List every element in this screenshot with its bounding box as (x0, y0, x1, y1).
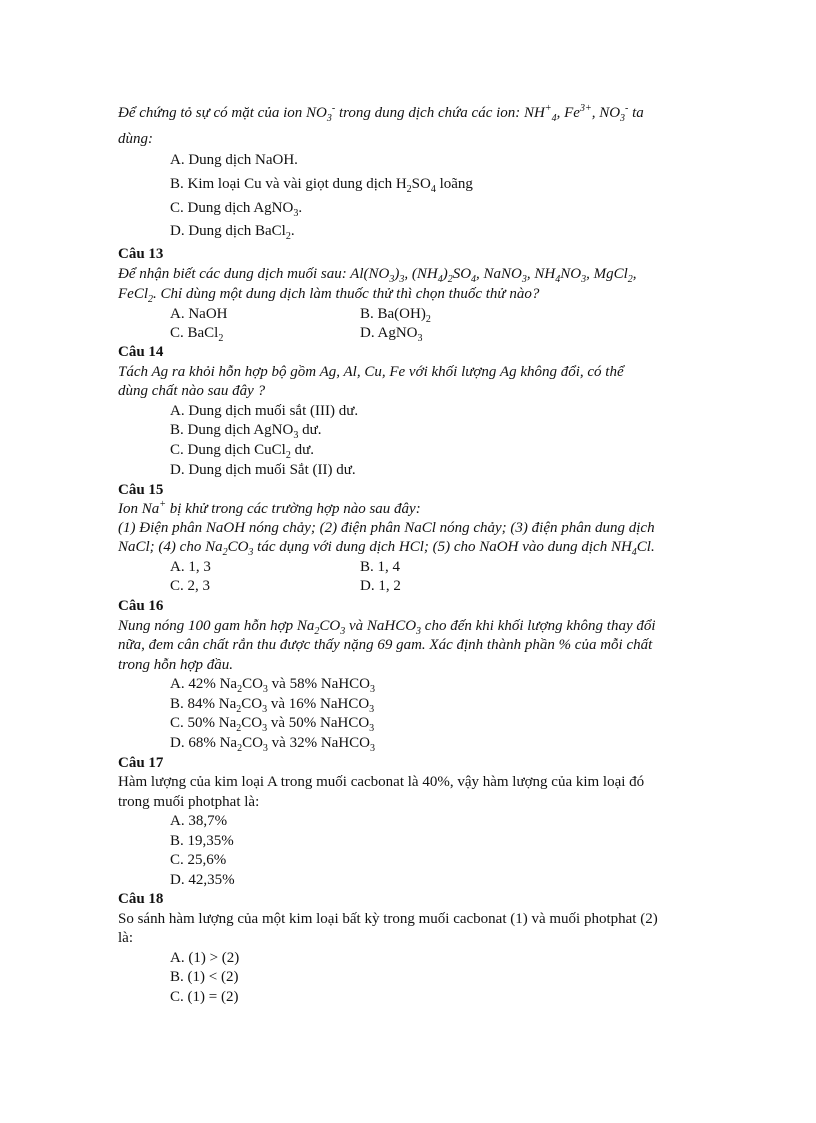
question-13-title: Câu 13 (118, 246, 164, 262)
question-16-line-3: trong hỗn hợp đầu. (118, 657, 233, 673)
question-17-option-d: D. 42,35% (170, 872, 235, 888)
question-16-option-d: D. 68% $Na_2CO_3$ và 32% NaHCO$_3$ (170, 735, 375, 754)
question-13-option-a: A. NaOH (170, 306, 228, 322)
question-16-option-a: A. 42% $Na_2CO_3$ và 58% NaHCO$_3$ (170, 676, 375, 695)
intro-question-line-2: dùng: (118, 131, 153, 147)
question-14-option-a: A. Dung dịch muối sắt (III) dư. (170, 403, 359, 419)
question-15-option-b: B. 1, 4 (360, 559, 401, 575)
question-15-option-c: C. 2, 3 (170, 578, 211, 594)
question-17-option-b: B. 19,35% (170, 833, 234, 849)
question-16-line-1: Nung nóng 100 gam hỗn hợp $Na_2CO_3$ và NaHCO$_3$ cho đến khi khối lượng không thay đổi (118, 618, 656, 637)
question-13-option-d: D. AgNO$_3$ (360, 325, 423, 344)
intro-option-c: C. Dung dịch AgNO$_3$. (170, 200, 303, 219)
intro-option-a: A. Dung dịch NaOH. (170, 152, 298, 168)
question-16-title: Câu 16 (118, 598, 164, 614)
intro-question-line-1: Để chứng tỏ sự có mặt của ion $NO_3^-$ trong dung dịch chứa các ion: $NH^+_4$, $Fe^{3+}$, $NO_3^-$ ta (118, 103, 644, 124)
question-14-option-d: D. Dung dịch muối Sắt (II) dư. (170, 462, 356, 478)
question-17-line-1: Hàm lượng của kim loại A trong muối cacbonat là 40%, vậy hàm lượng của kim loại đó (118, 774, 645, 790)
question-16-line-2: nữa, đem cân chất rắn thu được thấy nặng 69 gam. Xác định thành phần % của mỗi chất (118, 637, 653, 653)
question-14-option-c: C. Dung dịch CuCl$_2$ dư. (170, 442, 314, 461)
question-17-option-c: C. 25,6% (170, 852, 227, 868)
question-16-option-c: C. 50% $Na_2CO_3$ và 50% NaHCO$_3$ (170, 715, 375, 734)
question-16-option-b: B. 84% $Na_2CO_3$ và 16% NaHCO$_3$ (170, 696, 375, 715)
question-14-title: Câu 14 (118, 344, 164, 360)
intro-option-b: B. Kim loại Cu và vài giọt dung dịch $H_2SO_4$ loãng (170, 176, 473, 195)
question-15-line-1: Ion Na+ bị khử trong các trường hợp nào sau đây: (118, 499, 421, 517)
question-18-line-1: So sánh hàm lượng của một kim loại bất kỳ trong muối cacbonat (1) và muối photphat (2) (118, 911, 658, 927)
question-18-option-c: C. (1) = (2) (170, 989, 239, 1005)
question-14-option-b: B. Dung dịch AgNO$_3$ dư. (170, 422, 322, 441)
question-15-line-2: (1) Điện phân NaOH nóng chảy; (2) điện phân NaCl nóng chảy; (3) điện phân dung dịch (118, 520, 655, 536)
question-18-option-b: B. (1) < (2) (170, 969, 239, 985)
question-18-line-2: là: (118, 930, 133, 946)
question-17-title: Câu 17 (118, 755, 164, 771)
question-18-title: Câu 18 (118, 891, 164, 907)
question-13-option-b: B. $Ba(OH)_2$ (360, 306, 431, 325)
intro-option-d: D. Dung dịch BaCl$_2$. (170, 223, 295, 242)
question-14-line-1: Tách Ag ra khỏi hỗn hợp bộ gồm Ag, Al, Cu, Fe với khối lượng Ag không đổi, có thể (118, 364, 624, 380)
question-15-option-d: D. 1, 2 (360, 578, 401, 594)
question-17-line-2: trong muối photphat là: (118, 794, 260, 810)
question-14-line-2: dùng chất nào sau đây ? (118, 383, 266, 399)
question-13-line-2: FeCl$_2$. Chỉ dùng một dung dịch làm thuốc thử thì chọn thuốc thử nào? (118, 286, 540, 305)
question-17-option-a: A. 38,7% (170, 813, 228, 829)
question-15-title: Câu 15 (118, 482, 164, 498)
question-13-option-c: C. BaCl$_2$ (170, 325, 224, 344)
question-18-option-a: A. (1) > (2) (170, 950, 240, 966)
question-13-line-1: Để nhận biết các dung dịch muối sau: $Al(NO_3)_3$, $(NH_4)_2SO_4$, NaNO$_3$, $NH_4NO_3$, MgCl$_2$, (118, 266, 637, 285)
question-15-line-3: NaCl; (4) cho $Na_2CO_3$ tác dụng với dung dịch HCl; (5) cho NaOH vào dung dịch $NH_4Cl$. (118, 539, 655, 558)
question-15-option-a: A. 1, 3 (170, 559, 211, 575)
